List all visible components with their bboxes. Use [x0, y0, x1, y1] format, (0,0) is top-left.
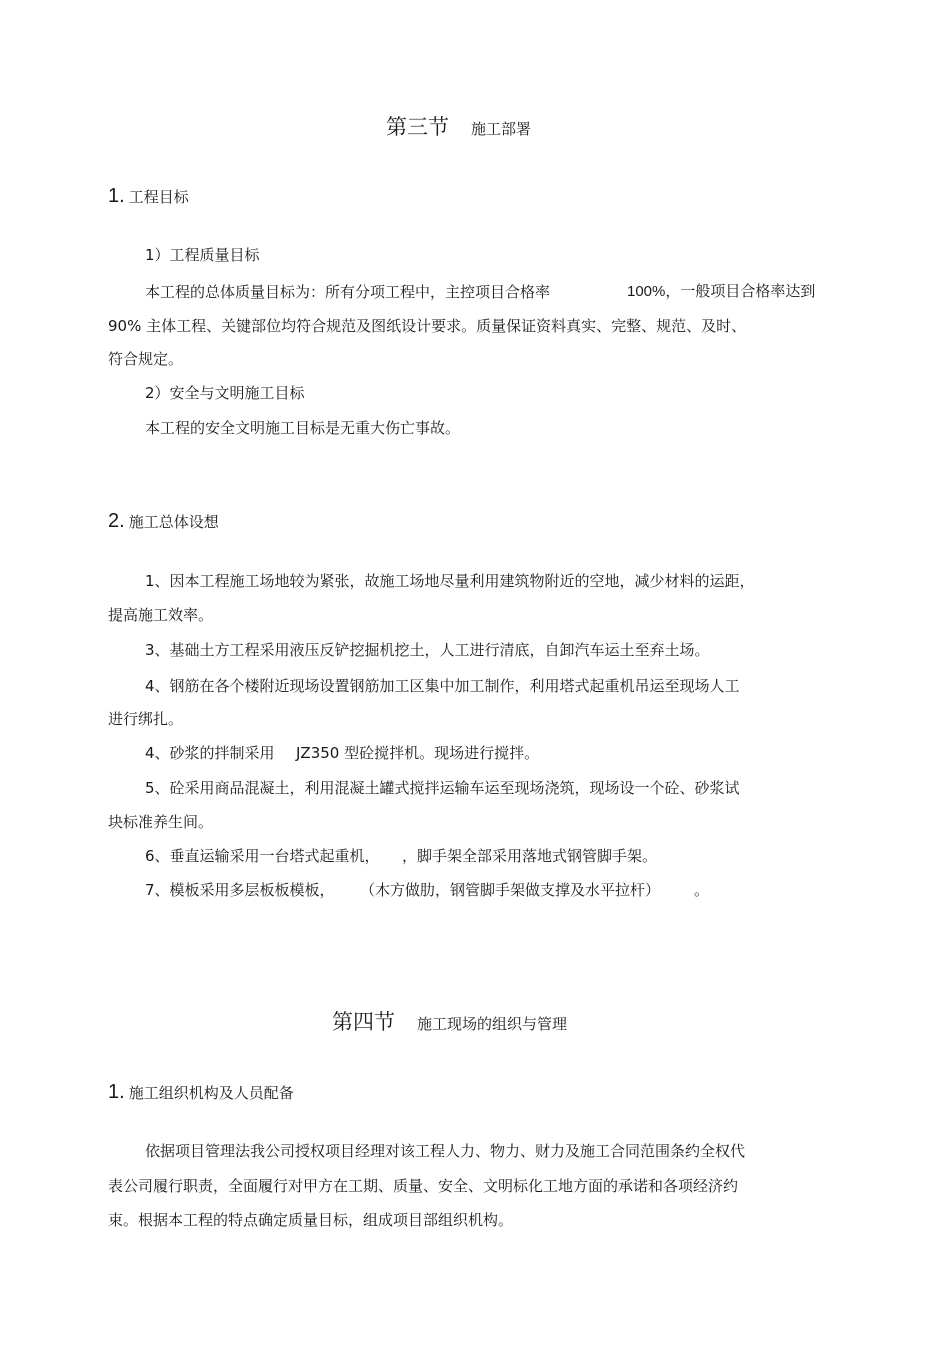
heading-text: 施工总体设想 [128, 513, 219, 531]
list-item-line: 1、因本工程施工场地较为紧张，故施工场地尽量利用建筑物附近的空地，减少材料的运距， [145, 572, 755, 590]
heading-organization [108, 1080, 294, 1105]
list-item-line: 。 [694, 881, 710, 899]
paragraph-line: 本工程的安全文明施工目标是无重大伤亡事故。 [145, 419, 461, 437]
list-item-line: 5、砼采用商品混凝土，利用混凝土罐式搅拌运输车运至现场浇筑，现场设一个砼、砂浆试 [145, 779, 740, 797]
list-item-line: JZ350 型砼搅拌机。现场进行搅拌。 [296, 744, 540, 762]
section-3-title [386, 113, 531, 143]
heading-number: 1. [108, 1081, 125, 1103]
heading-overall-concept [108, 509, 219, 534]
list-item-line: （木方做肋，钢管脚手架做支撑及水平拉杆） [360, 881, 661, 899]
paragraph-line: 依据项目管理法我公司授权项目经理对该工程人力、物力、财力及施工合同范围条约全权代 [145, 1142, 746, 1160]
heading-text: 施工组织机构及人员配备 [128, 1084, 294, 1102]
list-item-line: 7、模板采用多层板板模板， [145, 881, 335, 899]
paragraph-line [145, 282, 550, 302]
paragraph-line: 90% 主体工程、关键部位均符合规范及图纸设计要求。质量保证资料真实、完整、规范、及时、 [108, 317, 747, 335]
paragraph-line: 表公司履行职责，全面履行对甲方在工期、质量、安全、文明标化工地方面的承诺和各项经济约 [108, 1177, 739, 1195]
list-item-line: 4、钢筋在各个楼附近现场设置钢筋加工区集中加工制作，利用塔式起重机吊运至现场人工 [145, 677, 740, 695]
list-item-line: 6、垂直运输采用一台塔式起重机， [145, 847, 380, 865]
section-3-label: 第三节 [386, 115, 449, 139]
subheading-quality-goal: 1）工程质量目标 [145, 246, 260, 264]
heading-number: 1. [108, 185, 125, 207]
heading-number: 2. [108, 510, 125, 532]
list-item-line: 3、基础土方工程采用液压反铲挖掘机挖土，人工进行清底，自卸汽车运土至弃土场。 [145, 641, 710, 659]
heading-text: 工程目标 [128, 188, 189, 206]
list-item-line: ，脚手架全部采用落地式钢管脚手架。 [402, 847, 658, 865]
section-3-heading: 施工部署 [471, 120, 532, 138]
list-item-line: 进行绑扎。 [108, 710, 184, 728]
paragraph-line: 符合规定。 [108, 350, 184, 368]
list-item-line: 块标准养生间。 [108, 813, 214, 831]
section-4-heading: 施工现场的组织与管理 [417, 1015, 568, 1033]
paragraph-line: 100%，一般项目合格率达到 [627, 283, 816, 300]
list-item-line: 4、砂浆的拌制采用 [145, 744, 275, 762]
heading-engineering-goals [108, 184, 189, 209]
section-4-label: 第四节 [332, 1010, 395, 1034]
list-item-line: 提高施工效率。 [108, 606, 214, 624]
subheading-safety-goal: 2）安全与文明施工目标 [145, 384, 305, 402]
section-4-title [332, 1008, 567, 1038]
paragraph-line: 束。根据本工程的特点确定质量目标，组成项目部组织机构。 [108, 1211, 514, 1229]
text-fragment: 本工程的总体质量目标为：所有分项工程中，主控项目合格率 [145, 283, 551, 301]
